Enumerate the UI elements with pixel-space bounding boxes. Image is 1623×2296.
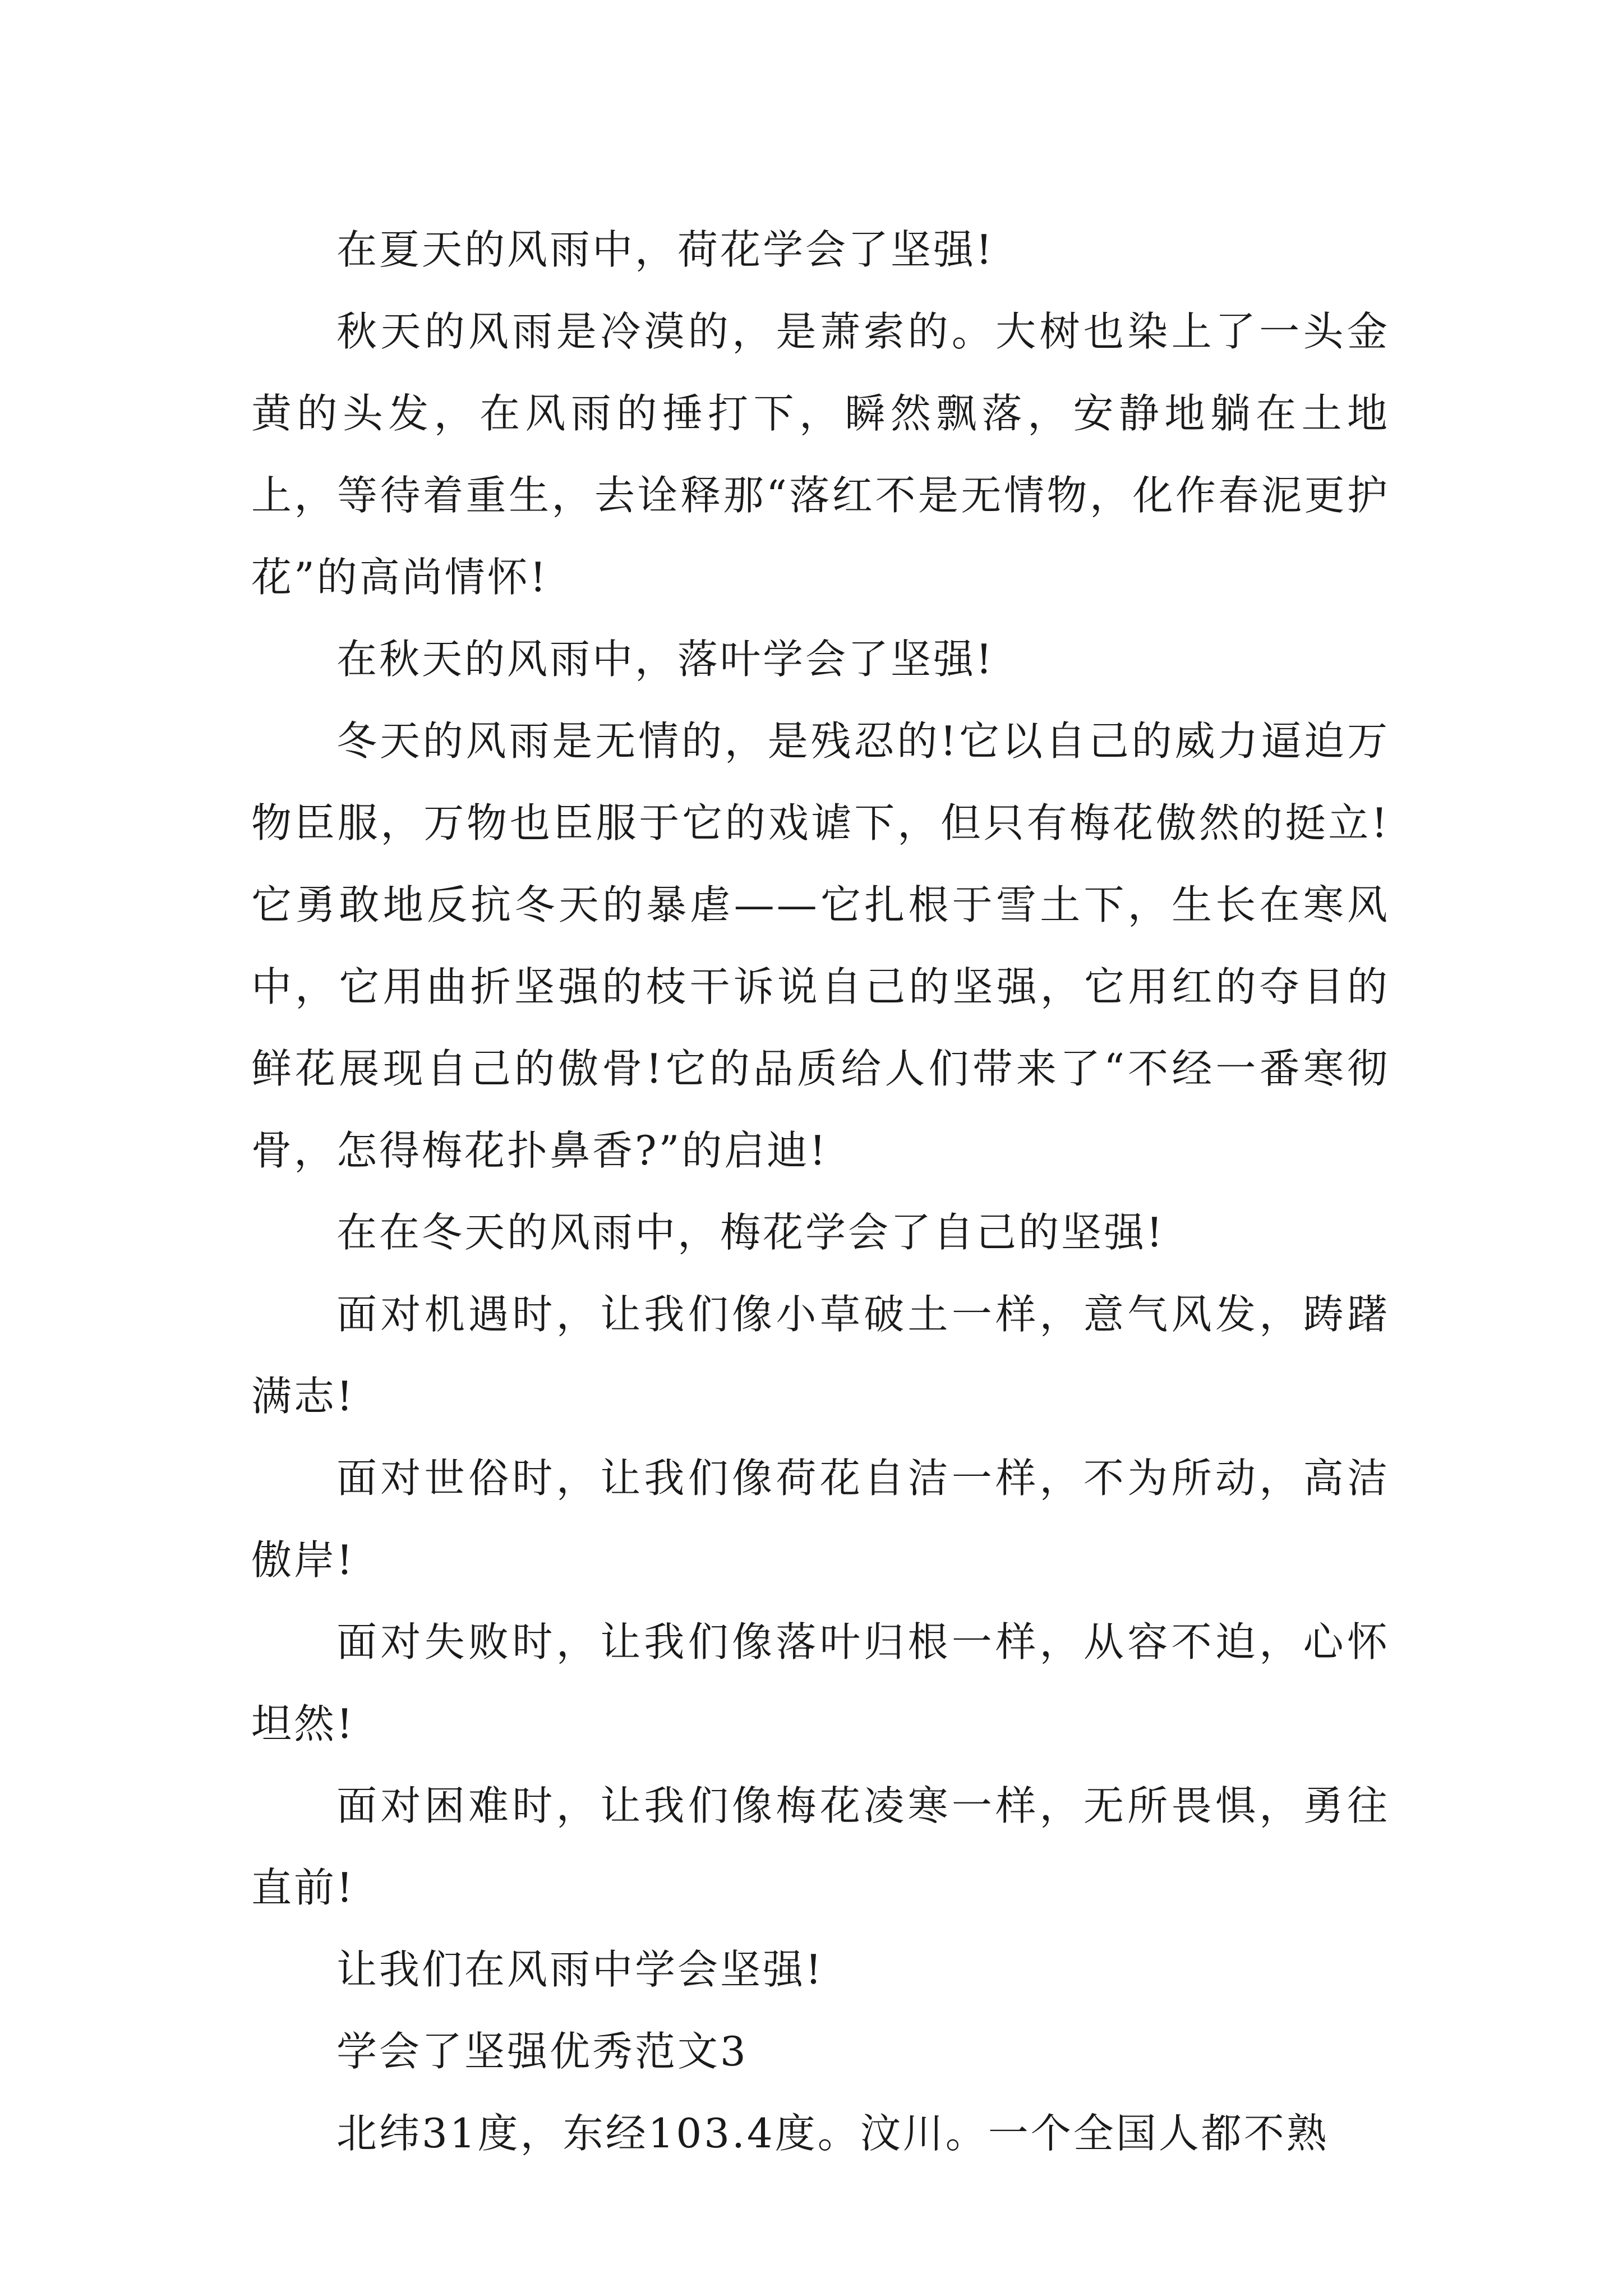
paragraph: 北纬31度，东经103.4度。汶川。一个全国人都不熟: [336, 2110, 1329, 2157]
paragraph: 面对失败时，让我们像落叶归根一样，从容不迫，心怀坦然!: [251, 1618, 1390, 1747]
paragraph: 在夏天的风雨中，荷花学会了坚强!: [336, 226, 994, 273]
paragraph: 在在冬天的风雨中，梅花学会了自己的坚强!: [336, 1209, 1165, 1256]
paragraph: 冬天的风雨是无情的，是残忍的!它以自己的威力逼迫万物臣服，万物也臣服于它的戏谑下，但只有梅花傲然的挺立!它勇敢地反抗冬天的暴虐——它扎根于雪土下，生长在寒风中，它用曲折坚强的枝干诉说自己的坚强，它用红的夺目的鲜花展现自己的傲骨!它的品质给人们带来了“不经一番寒彻骨，怎得梅花扑鼻香?”的启迪!: [251, 717, 1390, 1174]
paragraph: 秋天的风雨是冷漠的，是萧索的。大树也染上了一头金黄的头发，在风雨的捶打下，瞬然飘落，安静地躺在土地上，等待着重生，去诠释那“落红不是无情物，化作春泥更护花”的高尚情怀!: [251, 308, 1390, 601]
paragraph: 面对机遇时，让我们像小草破土一样，意气风发，踌躇满志!: [251, 1291, 1390, 1420]
paragraph: 面对困难时，让我们像梅花凌寒一样，无所畏惧，勇往直前!: [251, 1782, 1390, 1911]
paragraph: 让我们在风雨中学会坚强!: [336, 1946, 824, 1993]
section-heading: 学会了坚强优秀范文3: [336, 2028, 748, 2075]
document-body: [251, 209, 1390, 2174]
paragraph: 在秋天的风雨中，落叶学会了坚强!: [336, 636, 994, 683]
paragraph: 面对世俗时，让我们像荷花自洁一样，不为所动，高洁傲岸!: [251, 1455, 1390, 1584]
